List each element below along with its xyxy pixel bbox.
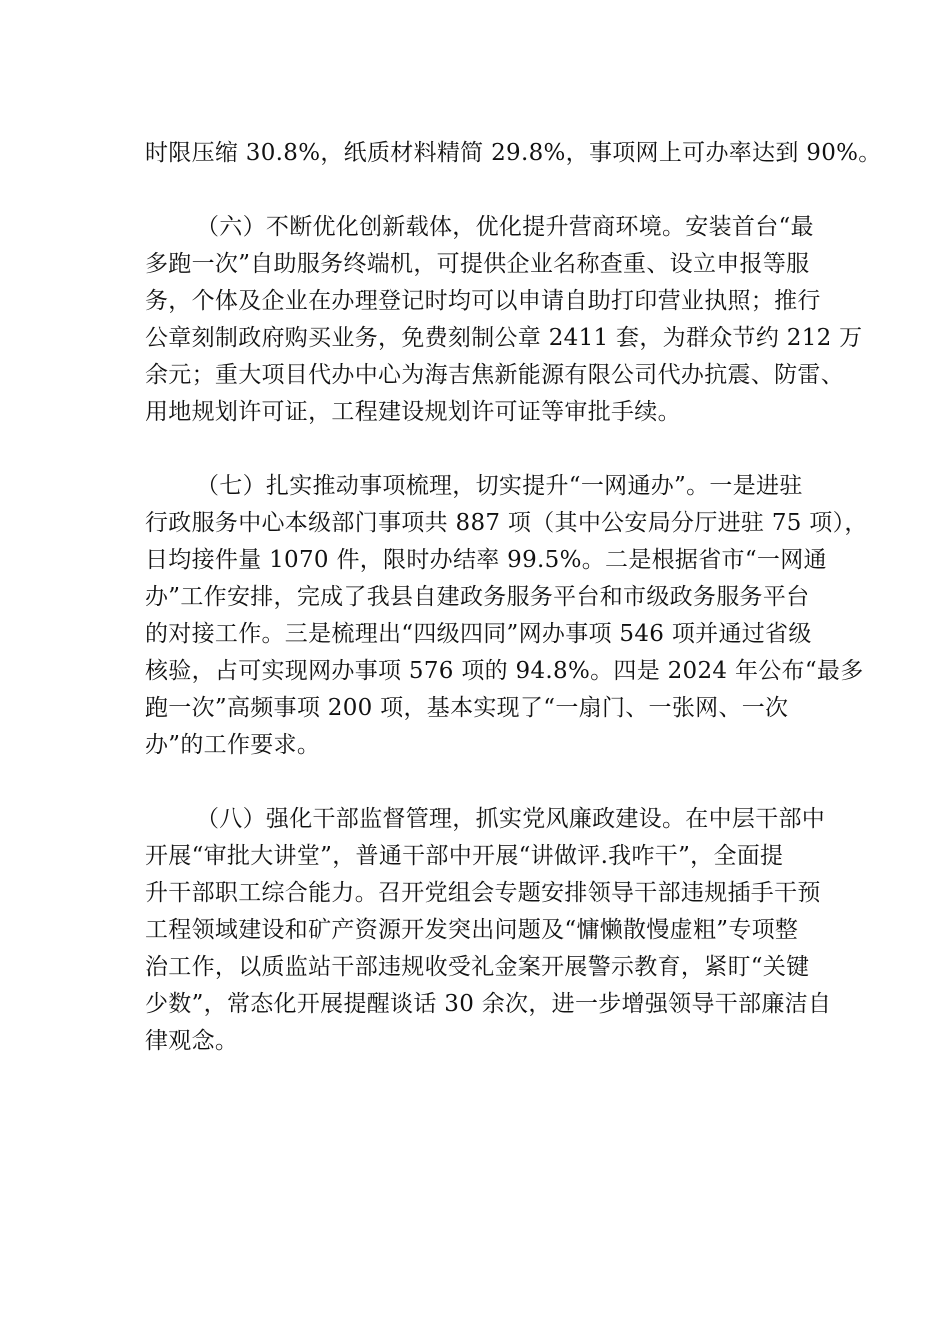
text-line: 办”工作安排，完成了我县自建政务服务平台和市级政务服务平台 — [145, 584, 810, 610]
text-line: 治工作，以质监站干部违规收受礼金案开展警示教育，紧盯“关键 — [145, 954, 810, 980]
text-line: 少数”，常态化开展提醒谈话 30 余次，进一步增强领导干部廉洁自 — [145, 991, 832, 1017]
text-line: 多跑一次”自助服务终端机，可提供企业名称查重、设立申报等服 — [145, 251, 810, 277]
text-line: 核验，占可实现网办事项 576 项的 94.8%。四是 2024 年公布“最多 — [145, 658, 864, 684]
paragraph-heading-line: （六）不断优化创新载体，优化提升营商环境。安装首台“最 — [196, 214, 814, 240]
paragraph-heading-line: （八）强化干部监督管理，抓实党风廉政建设。在中层干部中 — [196, 806, 826, 832]
text-line: 办”的工作要求。 — [145, 732, 321, 758]
text-line: 行政服务中心本级部门事项共 887 项（其中公安局分厅进驻 75 项）， — [145, 510, 868, 536]
text-line: 升干部职工综合能力。召开党组会专题安排领导干部违规插手干预 — [145, 880, 821, 906]
text-line: 工程领域建设和矿产资源开发突出问题及“慵懒散慢虚粗”专项整 — [145, 917, 799, 943]
text-line: 公章刻制政府购买业务，免费刻制公章 2411 套，为群众节约 212 万 — [145, 325, 863, 351]
text-line: 时限压缩 30.8%，纸质材料精简 29.8%，事项网上可办率达到 90%。 — [145, 140, 882, 166]
text-line: 用地规划许可证，工程建设规划许可证等审批手续。 — [145, 399, 681, 425]
text-line: 的对接工作。三是梳理出“四级四同”网办事项 546 项并通过省级 — [145, 621, 812, 647]
text-line: 律观念。 — [145, 1028, 239, 1054]
text-line: 余元；重大项目代办中心为海吉焦新能源有限公司代办抗震、防雷、 — [145, 362, 844, 388]
text-line: 务，个体及企业在办理登记时均可以申请自助打印营业执照；推行 — [145, 288, 821, 314]
text-line: 日均接件量 1070 件，限时办结率 99.5%。二是根据省市“一网通 — [145, 547, 827, 573]
paragraph-heading-line: （七）扎实推动事项梳理，切实提升“一网通办”。一是进驻 — [196, 473, 803, 499]
text-line: 开展“审批大讲堂”，普通干部中开展“讲做评.我咋干”，全面提 — [145, 843, 784, 869]
text-line: 跑一次”高频事项 200 项，基本实现了“一扇门、一张网、一次 — [145, 695, 789, 721]
